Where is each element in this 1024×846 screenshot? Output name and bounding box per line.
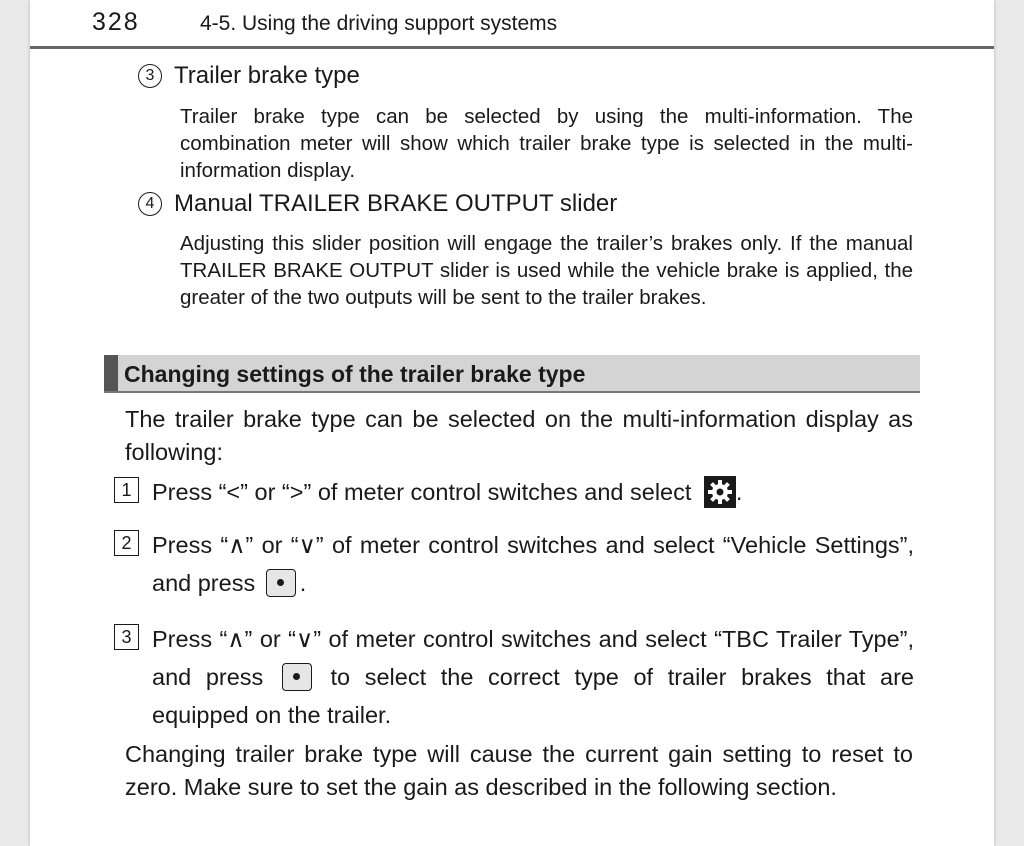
gear-icon <box>704 476 736 508</box>
step-text-before: Press “<” or “>” of meter control switches and select <box>152 479 698 505</box>
step-text-after: . <box>735 479 743 505</box>
ok-button-icon <box>282 663 312 691</box>
item-heading-trailer-brake-type <box>138 62 360 90</box>
heading-accent-block <box>104 355 118 391</box>
step-text-before: Press “∧” or “∨” of meter control switches and select “Vehicle Settings”, and press <box>152 532 914 596</box>
step-text <box>152 526 914 602</box>
step-text-after: to select the correct type of trailer brakes that are equipped on the trailer. <box>152 664 914 728</box>
step-text <box>152 473 914 511</box>
page-header <box>30 0 994 49</box>
step-number: 1 <box>114 477 139 503</box>
circled-number: 3 <box>138 64 162 88</box>
circled-number: 4 <box>138 192 162 216</box>
ok-button-icon <box>266 569 296 597</box>
step-1 <box>114 473 914 511</box>
item-title: Manual TRAILER BRAKE OUTPUT slider <box>174 190 618 217</box>
item-title: Trailer brake type <box>174 62 360 89</box>
item-body-manual-slider: Adjusting this slider position will engage the trailer’s brakes only. If the manual TRAILER BRAKE OUTPUT slider is used while the vehicle brake is applied, the greater of the two outputs will be sent to the trailer brakes. <box>180 232 913 309</box>
section-heading: Changing settings of the trailer brake type <box>124 361 586 387</box>
step-2 <box>114 526 914 602</box>
step-text-before: Press “∧” or “∨” of meter control switches and select “TBC Trailer Type”, and press <box>152 626 914 690</box>
step-text <box>152 620 914 734</box>
section-heading-bar <box>104 355 920 393</box>
running-section-title: 4-5. Using the driving support systems <box>200 12 558 35</box>
step-3 <box>114 620 914 734</box>
page-number: 328 <box>92 8 140 36</box>
item-heading-manual-slider <box>138 190 617 218</box>
item-body-trailer-brake-type: Trailer brake type can be selected by using the multi-information. The combination meter will show which trailer brake type is selected in the multi-information display. <box>180 105 913 182</box>
gain-reset-note: Changing trailer brake type will cause the current gain setting to reset to zero. Make sure to set the gain as described in the following section. <box>125 741 913 800</box>
step-number: 3 <box>114 624 139 650</box>
step-number: 2 <box>114 530 139 556</box>
step-text-after: . <box>299 570 307 596</box>
manual-page <box>30 0 994 846</box>
intro-paragraph: The trailer brake type can be selected on the multi-information display as following: <box>125 406 913 465</box>
